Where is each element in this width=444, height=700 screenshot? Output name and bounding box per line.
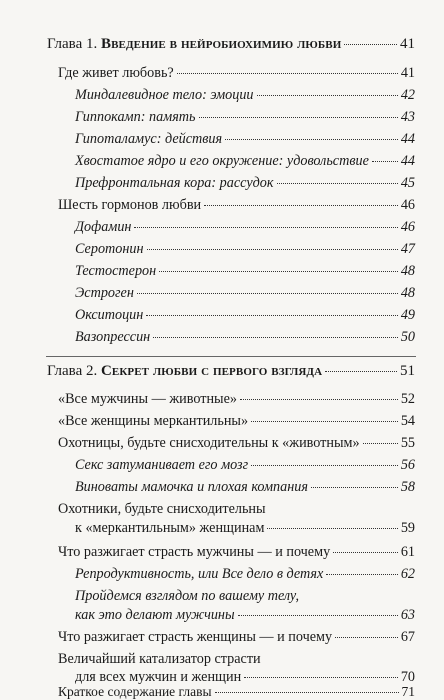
toc-entry[interactable] xyxy=(75,87,415,104)
toc-entry[interactable] xyxy=(58,435,415,452)
toc-entry-text: «Все женщины меркантильны» xyxy=(58,413,249,429)
leader-dots xyxy=(257,95,398,96)
leader-dots xyxy=(244,677,398,678)
leader-dots xyxy=(225,139,398,140)
toc-entry[interactable] xyxy=(75,109,415,126)
leader-dots xyxy=(240,399,398,400)
chapter-1-page: 41 xyxy=(400,36,415,52)
toc-entry-text: Репродуктивность, или Все дело в детях xyxy=(75,566,324,582)
toc-entry-page: 46 xyxy=(400,197,415,213)
toc-entry-text: Серотонин xyxy=(75,241,144,257)
toc-entry-text: Гиппокамп: память xyxy=(75,109,196,125)
toc-entry-page: 71 xyxy=(401,684,415,699)
toc-entry-page: 49 xyxy=(400,307,415,323)
toc-entry-page: 41 xyxy=(400,65,415,81)
leader-dots xyxy=(344,44,397,45)
toc-entry[interactable] xyxy=(75,307,415,324)
toc-entry-page: 48 xyxy=(400,263,415,279)
toc-entry-page: 44 xyxy=(400,131,415,147)
toc-entry-page: 62 xyxy=(400,566,415,582)
toc-entry[interactable] xyxy=(58,391,415,408)
toc-entry[interactable] xyxy=(75,520,415,537)
leader-dots xyxy=(363,443,398,444)
toc-entry-text: Гипоталамус: действия xyxy=(75,131,223,147)
toc-entry-page: 48 xyxy=(400,285,415,301)
toc-entry-page: 58 xyxy=(400,479,415,495)
toc-entry[interactable] xyxy=(58,413,415,430)
toc-entry-page: 42 xyxy=(400,87,415,103)
toc-entry-page: 55 xyxy=(400,435,415,451)
toc-entry[interactable] xyxy=(75,457,415,474)
toc-entry[interactable] xyxy=(75,607,415,624)
toc-entry[interactable] xyxy=(75,175,415,192)
toc-entry[interactable] xyxy=(58,544,415,561)
leader-dots xyxy=(177,73,398,74)
leader-dots xyxy=(153,337,398,338)
leader-dots xyxy=(372,161,398,162)
toc-entry-page: 47 xyxy=(400,241,415,257)
toc-entry-text: «Все мужчины — животные» xyxy=(58,391,237,407)
leader-dots xyxy=(147,249,398,250)
chapter-2-title: Секрет любви с первого взгляда xyxy=(100,363,323,379)
toc-entry-text: Миндалевидное тело: эмоции xyxy=(75,87,254,103)
toc-entry[interactable] xyxy=(75,566,415,583)
chapter-1-title: Введение в нейробиохимию любви xyxy=(100,36,342,52)
toc-entry-line[interactable]: Пройдемся взглядом по вашему телу, xyxy=(75,588,300,604)
toc-entry-text: Дофамин xyxy=(75,219,132,235)
toc-entry-page: 43 xyxy=(400,109,415,125)
toc-entry-page: 63 xyxy=(400,607,415,623)
toc-entry-text: к «меркантильным» женщинам xyxy=(75,520,265,536)
leader-dots xyxy=(134,227,397,228)
leader-dots xyxy=(251,465,398,466)
toc-entry[interactable] xyxy=(75,219,415,236)
toc-entry-text: Охотницы, будьте снисходительны к «животным» xyxy=(58,435,360,451)
chapter-1-prefix: Глава 1. xyxy=(47,36,98,52)
toc-entry[interactable] xyxy=(58,65,415,82)
toc-entry-page: 70 xyxy=(400,669,415,685)
leader-dots xyxy=(159,271,398,272)
leader-dots xyxy=(251,421,398,422)
leader-dots xyxy=(311,487,398,488)
toc-entry-text: Краткое содержание главы xyxy=(58,684,212,699)
leader-dots xyxy=(326,574,397,575)
toc-entry[interactable] xyxy=(75,131,415,148)
toc-entry-text: Префронтальная кора: рассудок xyxy=(75,175,274,191)
toc-entry-page: 59 xyxy=(400,520,415,536)
toc-entry[interactable] xyxy=(58,197,415,214)
toc-entry-line[interactable]: Охотники, будьте снисходительны xyxy=(58,501,266,517)
toc-entry-text: как это делают мужчины xyxy=(75,607,235,623)
toc-entry[interactable] xyxy=(58,629,415,646)
toc-entry[interactable] xyxy=(75,285,415,302)
chapter-2-heading[interactable] xyxy=(47,363,415,380)
toc-entry-page: 61 xyxy=(400,544,415,560)
leader-dots xyxy=(238,615,398,616)
toc-entry-page: 44 xyxy=(400,153,415,169)
toc-entry[interactable] xyxy=(75,241,415,258)
toc-entry-page: 46 xyxy=(400,219,415,235)
toc-entry-text: Где живет любовь? xyxy=(58,65,174,81)
toc-entry-page: 52 xyxy=(400,391,415,407)
leader-dots xyxy=(204,205,398,206)
chapter-1-heading[interactable] xyxy=(47,36,415,53)
toc-entry-text: Секс затуманивает его мозг xyxy=(75,457,249,473)
toc-entry-text: Эстроген xyxy=(75,285,134,301)
toc-entry-text: Что разжигает страсть женщины — и почему xyxy=(58,629,333,645)
toc-entry-text: Вазопрессин xyxy=(75,329,151,345)
leader-dots xyxy=(325,371,397,372)
toc-entry[interactable] xyxy=(75,479,415,496)
toc-entry-line[interactable]: Величайший катализатор страсти xyxy=(58,651,261,667)
toc-entry-page: 54 xyxy=(400,413,415,429)
toc-entry-text: Хвостатое ядро и его окружение: удовольствие xyxy=(75,153,369,169)
toc-entry[interactable] xyxy=(75,153,415,170)
toc-entry-text: Виноваты мамочка и плохая компания xyxy=(75,479,308,495)
toc-entry-text: Окситоцин xyxy=(75,307,144,323)
toc-entry[interactable] xyxy=(75,329,415,346)
toc-entry-page: 56 xyxy=(400,457,415,473)
chapter-divider xyxy=(46,356,416,357)
toc-entry-text: Шесть гормонов любви xyxy=(58,197,202,213)
leader-dots xyxy=(215,692,399,693)
leader-dots xyxy=(335,637,398,638)
toc-entry-text: Что разжигает страсть мужчины — и почему xyxy=(58,544,331,560)
leader-dots xyxy=(267,528,397,529)
leader-dots xyxy=(333,552,398,553)
toc-entry-text: Тестостерон xyxy=(75,263,157,279)
toc-entry[interactable] xyxy=(58,684,415,700)
toc-entry-text: для всех мужчин и женщин xyxy=(75,669,242,685)
leader-dots xyxy=(146,315,398,316)
leader-dots xyxy=(199,117,398,118)
toc-entry-page: 45 xyxy=(400,175,415,191)
toc-entry-page: 50 xyxy=(400,329,415,345)
chapter-2-prefix: Глава 2. xyxy=(47,363,98,379)
leader-dots xyxy=(277,183,398,184)
toc-entry[interactable] xyxy=(75,263,415,280)
chapter-2-page: 51 xyxy=(400,363,415,379)
toc-entry-page: 67 xyxy=(400,629,415,645)
leader-dots xyxy=(137,293,398,294)
